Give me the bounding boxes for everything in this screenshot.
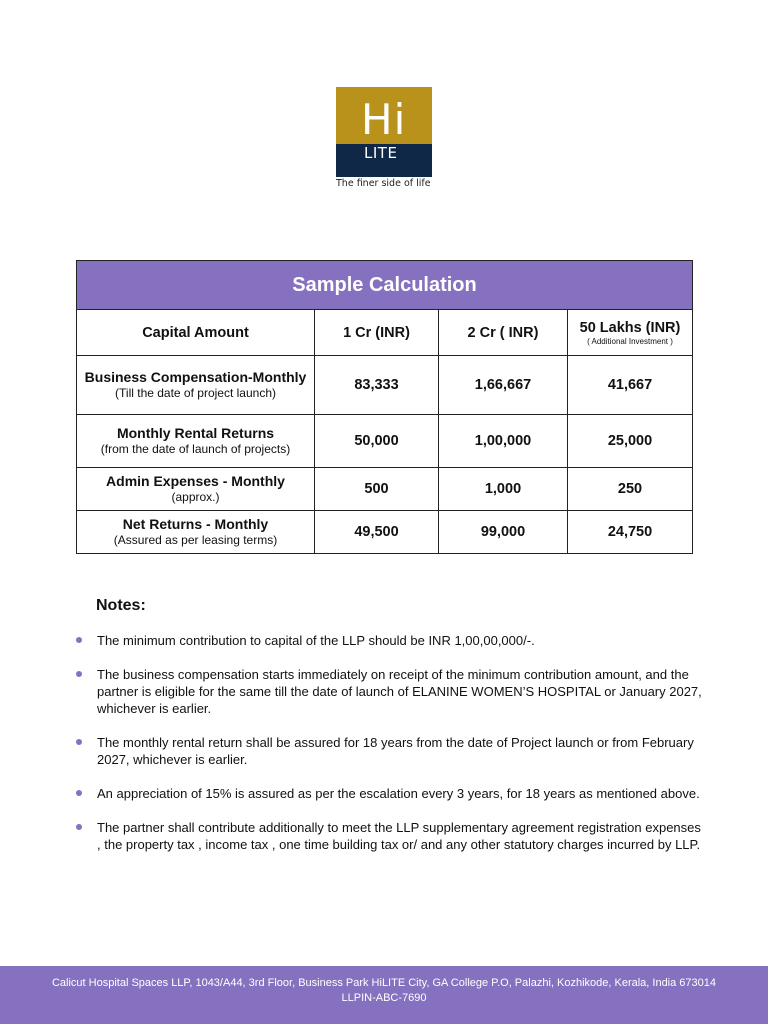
row-label (77, 356, 315, 415)
header-50-lakhs-label: 50 Lakhs (INR) (579, 319, 681, 336)
notes-list (76, 632, 706, 870)
logo-navy-block (336, 144, 432, 177)
row-value-2cr: 99,000 (439, 511, 568, 554)
bullet-icon (76, 824, 82, 830)
footer-llpin: LLPIN-ABC-7690 (341, 992, 427, 1004)
header-capital-amount: Capital Amount (77, 310, 315, 356)
header-1cr: 1 Cr (INR) (315, 310, 439, 356)
logo-gold-block (336, 87, 432, 144)
logo-lite-text: LITE (364, 144, 398, 162)
row-label (77, 511, 315, 554)
row-value-2cr: 1,66,667 (439, 356, 568, 415)
logo-hi-text: Hi (361, 95, 407, 144)
row-value-1cr: 500 (315, 468, 439, 511)
note-text: The business compensation starts immediately on receipt of the minimum contribution amount, and the partner is eligible for the same till the date of launch of ELANINE WOMEN’S HOSPITAL or January 2027, whichever is earlier. (97, 667, 702, 716)
row-value-2cr: 1,000 (439, 468, 568, 511)
hilite-logo (336, 87, 432, 177)
row-value-50-lakhs: 25,000 (568, 415, 693, 468)
row-label (77, 415, 315, 468)
note-item (76, 666, 706, 717)
row-value-1cr: 50,000 (315, 415, 439, 468)
table-header-row (77, 310, 693, 356)
table-row (77, 511, 693, 554)
page-footer (0, 966, 768, 1024)
bullet-icon (76, 739, 82, 745)
row-label (77, 468, 315, 511)
footer-address: Calicut Hospital Spaces LLP, 1043/A44, 3rd Floor, Business Park HiLITE City, GA College P.O, Palazhi, Kozhikode, Kerala, India 673014 (51, 977, 717, 989)
note-text: The partner shall contribute additionally to meet the LLP supplementary agreement registration expenses , the property tax , income tax , one time building tax or/ and any other statutory charges incurred by LLP. (97, 820, 701, 852)
row-label-sub: (from the date of launch of projects) (100, 442, 291, 456)
note-item (76, 785, 706, 802)
row-label-sub: (approx.) (171, 490, 220, 504)
bullet-icon (76, 637, 82, 643)
row-value-50-lakhs: 24,750 (568, 511, 693, 554)
header-50-lakhs (568, 310, 693, 356)
header-2cr: 2 Cr ( INR) (439, 310, 568, 356)
note-item (76, 632, 706, 649)
row-value-1cr: 83,333 (315, 356, 439, 415)
row-label-main: Monthly Rental Returns (116, 425, 275, 441)
row-value-2cr: 1,00,000 (439, 415, 568, 468)
row-value-50-lakhs: 41,667 (568, 356, 693, 415)
table-row (77, 356, 693, 415)
row-label-main: Admin Expenses - Monthly (106, 473, 285, 489)
bullet-icon (76, 790, 82, 796)
note-text: The minimum contribution to capital of the LLP should be INR 1,00,00,000/-. (97, 633, 535, 648)
logo-tagline: The finer side of life (336, 178, 431, 189)
note-text: The monthly rental return shall be assured for 18 years from the date of Project launch or from February 2027, whichever is earlier. (97, 735, 694, 767)
row-value-1cr: 49,500 (315, 511, 439, 554)
note-item (76, 734, 706, 768)
row-value-50-lakhs: 250 (568, 468, 693, 511)
row-label-sub: (Till the date of project launch) (115, 386, 276, 400)
bullet-icon (76, 671, 82, 677)
row-label-sub: (Assured as per leasing terms) (113, 533, 278, 547)
header-50-lakhs-sub: ( Additional Investment ) (587, 336, 673, 346)
sample-calculation-table (76, 260, 693, 554)
table-title: Sample Calculation (77, 261, 693, 310)
row-label-main: Net Returns - Monthly (122, 516, 269, 532)
notes-heading: Notes: (96, 597, 146, 614)
note-item (76, 819, 706, 853)
row-label-main: Business Compensation-Monthly (84, 369, 307, 385)
table-row (77, 468, 693, 511)
table-row (77, 415, 693, 468)
note-text: An appreciation of 15% is assured as per the escalation every 3 years, for 18 years as mentioned above. (97, 786, 700, 801)
